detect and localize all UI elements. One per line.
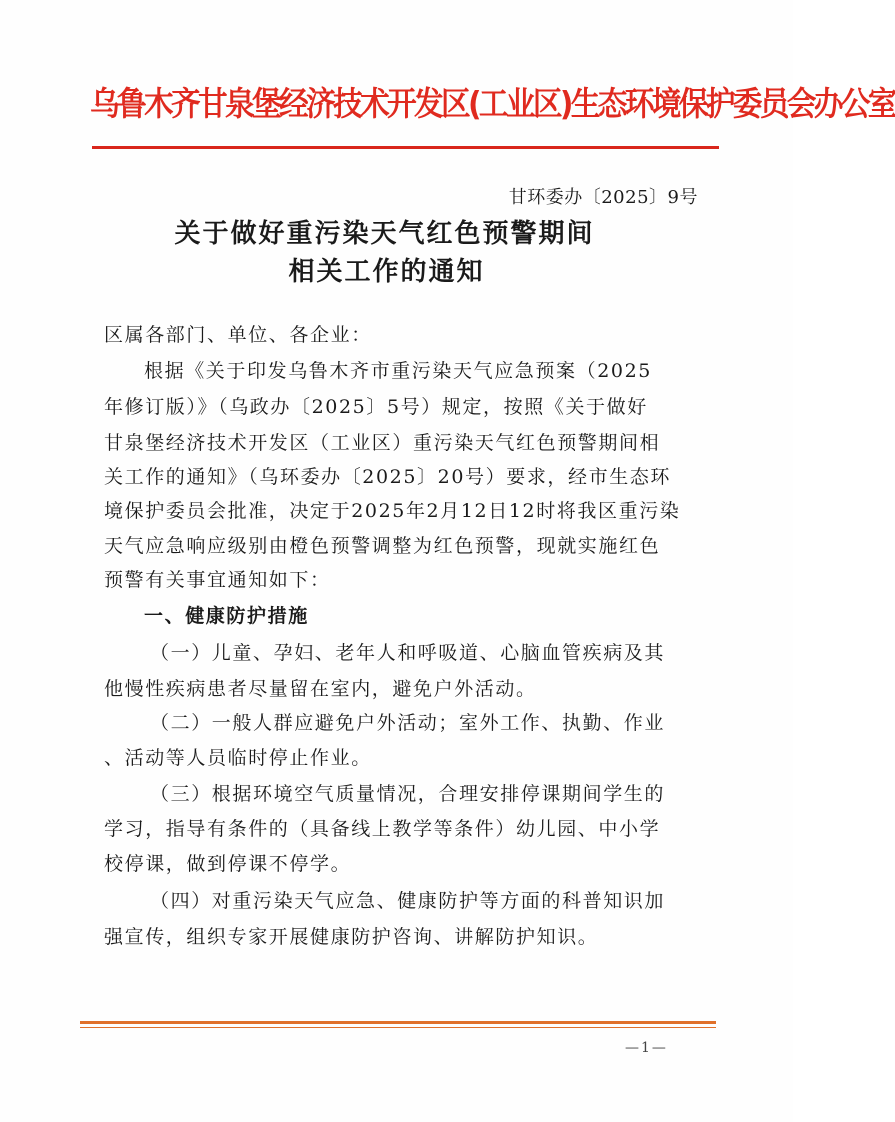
- body-line: 关工作的通知》（乌环委办〔2025〕20号）要求，经市生态环: [104, 466, 672, 488]
- list-item-1-line-2: 他慢性疾病患者尽量留在室内，避免户外活动。: [104, 678, 537, 700]
- document-title-line-2: 相关工作的通知: [288, 257, 485, 287]
- list-item-2-line-1: （二）一般人群应避免户外活动；室外工作、执勤、作业: [150, 712, 666, 734]
- body-line: 预警有关事宜通知如下：: [104, 569, 331, 591]
- footer-rule-thin: [80, 1027, 716, 1028]
- letterhead-org-name: 乌鲁木齐甘泉堡经济技术开发区(工业区)生态环境保护委员会办公室: [90, 84, 895, 123]
- body-line: 境保护委员会批准，决定于2025年2月12日12时将我区重污染: [104, 500, 681, 522]
- body-line: 天气应急响应级别由橙色预警调整为红色预警，现就实施红色: [104, 535, 661, 557]
- page-number: —1—: [625, 1040, 668, 1056]
- list-item-4-line-2: 强宣传，组织专家开展健康防护咨询、讲解防护知识。: [104, 926, 599, 948]
- footer-rule-thick: [80, 1021, 716, 1024]
- addressee: 区属各部门、单位、各企业：: [104, 324, 372, 346]
- body-line: 根据《关于印发乌鲁木齐市重污染天气应急预案（2025: [144, 360, 652, 382]
- list-item-1-line-1: （一）儿童、孕妇、老年人和呼吸道、心脑血管疾病及其: [150, 642, 666, 664]
- list-item-3-line-1: （三）根据环境空气质量情况，合理安排停课期间学生的: [150, 783, 666, 805]
- body-line: 甘泉堡经济技术开发区（工业区）重污染天气红色预警期间相: [104, 432, 661, 454]
- letterhead-red-rule: [92, 146, 719, 149]
- list-item-4-line-1: （四）对重污染天气应急、健康防护等方面的科普知识加: [150, 890, 666, 912]
- body-line: 年修订版）》（乌政办〔2025〕5号）规定，按照《关于做好: [104, 396, 648, 418]
- list-item-2-line-2: 、活动等人员临时停止作业。: [104, 747, 372, 769]
- document-title-line-1: 关于做好重污染天气红色预警期间: [174, 219, 595, 249]
- section-heading-health-protection: 一、健康防护措施: [144, 605, 309, 627]
- list-item-3-line-2: 学习，指导有条件的（具备线上教学等条件）幼儿园、中小学: [104, 818, 661, 840]
- list-item-3-line-3: 校停课，做到停课不停学。: [104, 853, 352, 875]
- document-number: 甘环委办〔2025〕9号: [508, 187, 698, 208]
